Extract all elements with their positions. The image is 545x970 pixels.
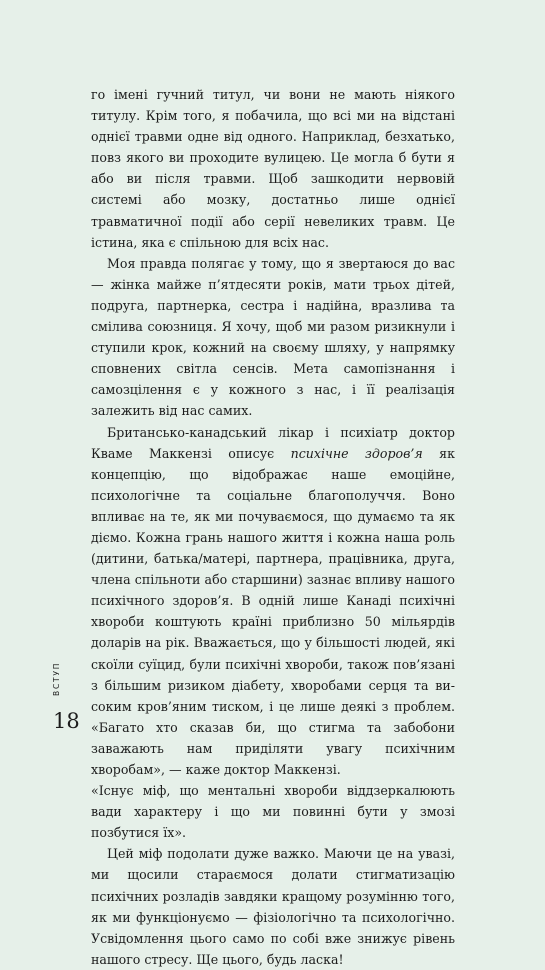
- paragraph-1: го імені гучний титул, чи вони не мають ніякого титулу. Крім того, я побачила, що всі ми на відстані однієї травми одне від одного. Наприклад, безхатько, повз якого ви проходите вулицею. Це могла б бути я або ви після травми. Щоб зашкодити нервовій системі або мозку, достатньо лише однієї травматичної події або серії невеликих травм. Це істина, яка є спільною для всіх нас.: [91, 87, 455, 250]
- paragraph-3-end: як концепцію, що відображає наше емоційне, психологічне та соціальне благополуччя. Воно впливає на те, як ми почуваємося, що думаємо та як діємо. Кожна грань нашого життя і кожна наша роль (дитини, батька/матері, партнера, працівника, друга, члена спільноти або старшини) зазнає впливу нашого психічного здоров’я. В одній лише Канаді психічні хвороби коштують країні приблизно 50 мільярдів доларів на рік. Вважається, що у більшості людей, які скоїли суїцид, були психічні хвороби, також пов’язані з більшим ризиком діабету, хворобами серця та високим кров’яним тиском, і це лише деякі з проблем. «Багато хто сказав би, що стигма та забобони заважають нам приділяти увагу психічним хворобам», — каже доктор Маккензі.: [91, 445, 455, 777]
- paragraph-2: Моя правда полягає у тому, що я звертаюся до вас — жінка майже п’ятдесяти років, мати трьох дітей, подруга, партнерка, сестра і надійна, вразлива та смілива союзниця. Я хочу, щоб ми разом ризикнули і ступили крок, кожний на своєму шляху, у напрямку сповнених світла сенсів. Мета самопізнання і самозцілення є у кожного з нас, і її реалізація залежить від нас самих.: [91, 255, 455, 419]
- paragraph-4-quote: «Існує міф, що ментальні хвороби віддзеркалюють вади характеру і що ми повинні бути у змозі позбутися їх».: [91, 783, 455, 841]
- paragraph-3-emphasis: психічне здоров’я: [290, 445, 423, 461]
- paragraph-3: [91, 422, 455, 781]
- body-text: [91, 84, 455, 970]
- paragraph-5: Цей міф подолати дуже важко. Маючи це на увазі, ми щосили стараємося долати стигматизацію психічних розладів завдяки кращому розумінню того, як ми функціонуємо — фізіологічно та психологічно. Усвідомлення цього само по собі вже знижує рівень нашого стресу. Ще цього, будь ласка!: [91, 846, 455, 967]
- page-number: 18: [53, 709, 80, 733]
- paragraph-3-start: Британсько-канадський лікар і психіатр доктор Кваме Маккензі описує: [91, 424, 455, 461]
- section-label: ВСТУП: [52, 661, 61, 696]
